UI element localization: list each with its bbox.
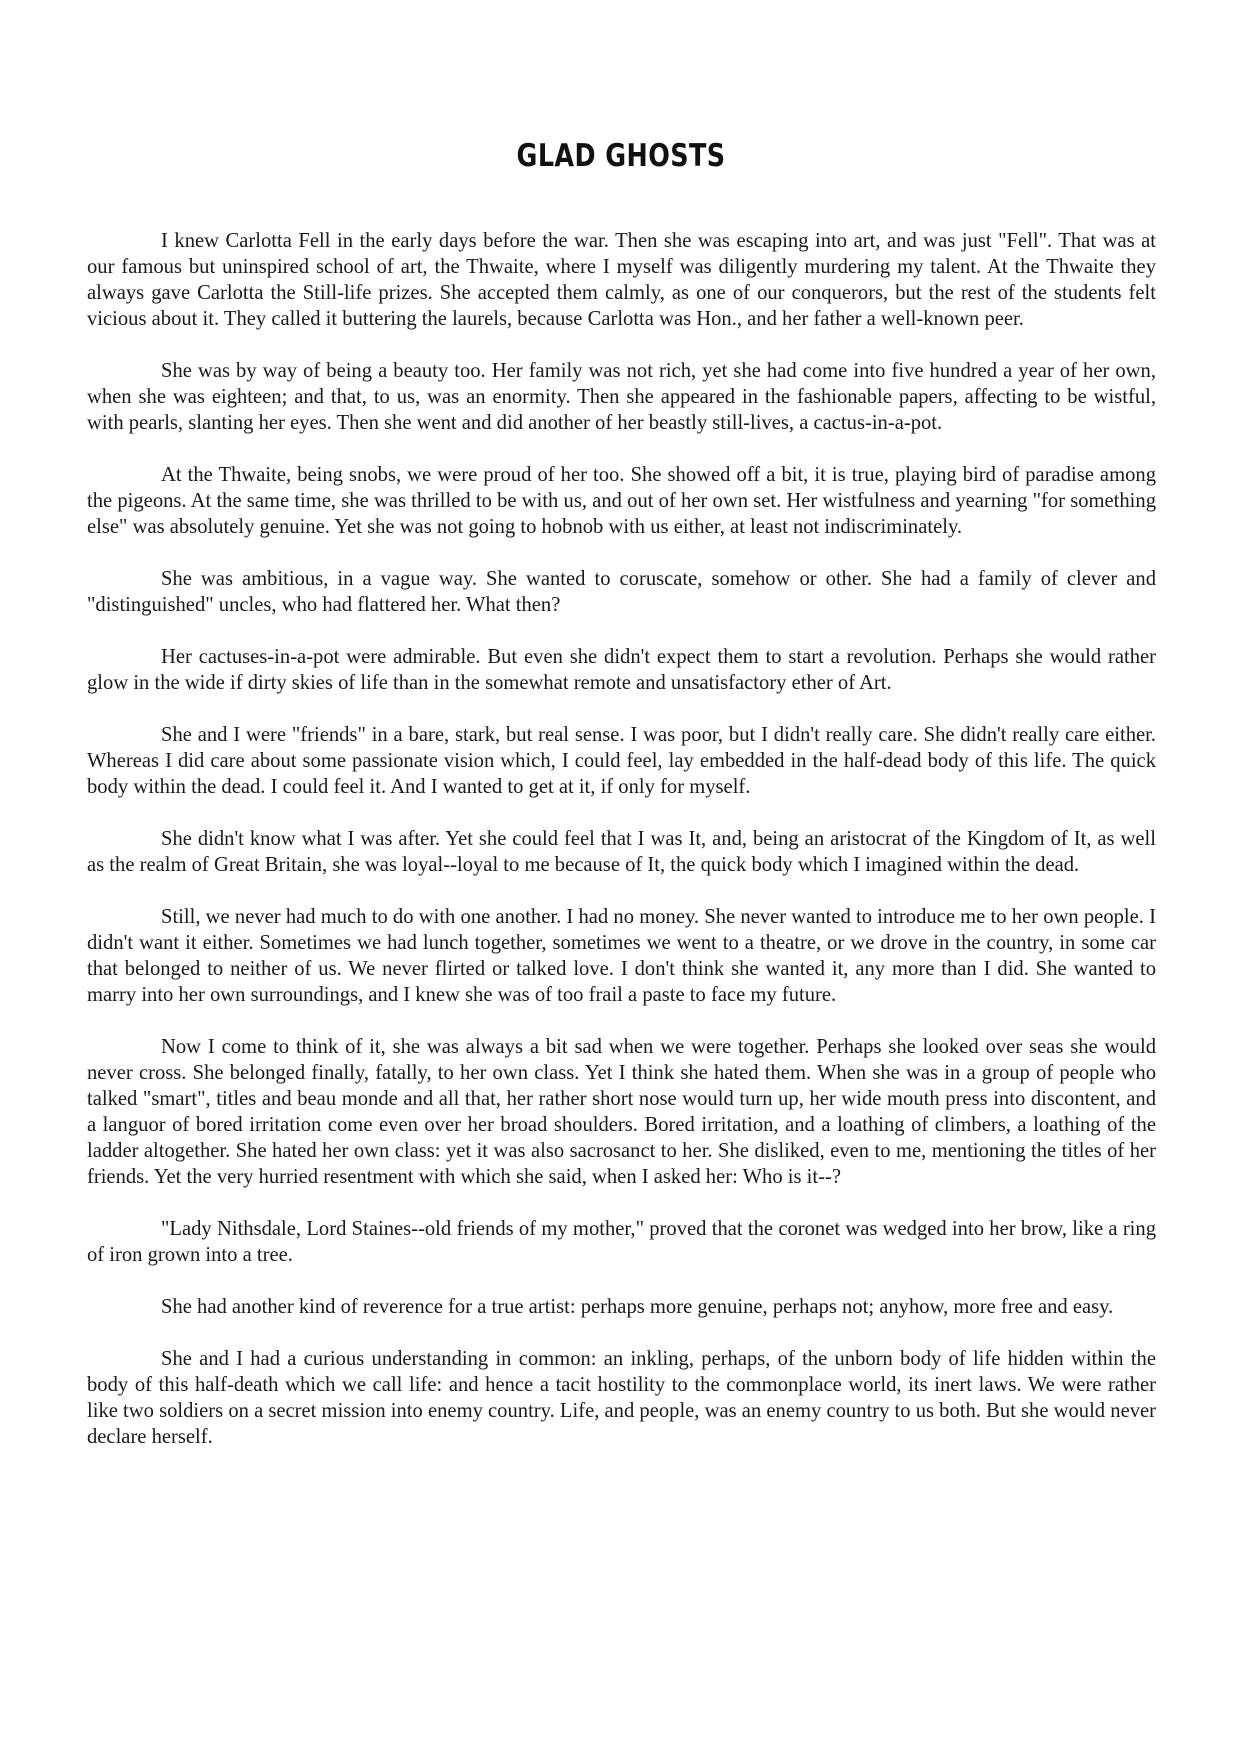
paragraph: "Lady Nithsdale, Lord Staines--old friends of my mother," proved that the coronet was wedged into her brow, like a ring of iron grown into a tree. — [87, 1218, 1156, 1266]
body-text — [87, 228, 1156, 1476]
paragraph: Still, we never had much to do with one another. I had no money. She never wanted to introduce me to her own people. I didn't want it either. Sometimes we had lunch together, sometimes we went to a theatre, or we drove in the country, in some car that belonged to neither of us. We never flirted or talked love. I don't think she wanted it, any more than I did. She wanted to marry into her own surroundings, and I knew she was of too frail a paste to face my future. — [87, 906, 1156, 1006]
paragraph: She was by way of being a beauty too. Her family was not rich, yet she had come into five hundred a year of her own, when she was eighteen; and that, to us, was an enormity. Then she appeared in the fashionable papers, affecting to be wistful, with pearls, slanting her eyes. Then she went and did another of her beastly still-lives, a cactus-in-a-pot. — [87, 360, 1156, 434]
paragraph: She had another kind of reverence for a true artist: perhaps more genuine, perhaps not; anyhow, more free and easy. — [161, 1296, 1114, 1318]
paragraph: She didn't know what I was after. Yet she could feel that I was It, and, being an aristocrat of the Kingdom of It, as well as the realm of Great Britain, she was loyal--loyal to me because of It, the quick body which I imagined within the dead. — [87, 828, 1156, 876]
paragraph: At the Thwaite, being snobs, we were proud of her too. She showed off a bit, it is true, playing bird of paradise among the pigeons. At the same time, she was thrilled to be with us, and out of her own set. Her wistfulness and yearning "for something else" was absolutely genuine. Yet she was not going to hobnob with us either, at least not indiscriminately. — [87, 464, 1156, 538]
page-title: GLAD GHOSTS — [516, 138, 726, 174]
paragraph: She and I had a curious understanding in common: an inkling, perhaps, of the unborn body of life hidden within the body of this half-death which we call life: and hence a tacit hostility to the commonplace world, its inert laws. We were rather like two soldiers on a secret mission into enemy country. Life, and people, was an enemy country to us both. But she would never declare herself. — [87, 1348, 1156, 1448]
paragraph: I knew Carlotta Fell in the early days before the war. Then she was escaping into art, and was just "Fell". That was at our famous but uninspired school of art, the Thwaite, where I myself was diligently murdering my talent. At the Thwaite they always gave Carlotta the Still-life prizes. She accepted them calmly, as one of our conquerors, but the rest of the students felt vicious about it. They called it buttering the laurels, because Carlotta was Hon., and her father a well-known peer. — [87, 230, 1156, 330]
paragraph: Her cactuses-in-a-pot were admirable. But even she didn't expect them to start a revolution. Perhaps she would rather glow in the wide if dirty skies of life than in the somewhat remote and unsatisfactory ether of Art. — [87, 646, 1156, 694]
paragraph: She and I were "friends" in a bare, stark, but real sense. I was poor, but I didn't really care. She didn't really care either. Whereas I did care about some passionate vision which, I could feel, lay embedded in the half-dead body of this life. The quick body within the dead. I could feel it. And I wanted to get at it, if only for myself. — [87, 724, 1156, 798]
paragraph: She was ambitious, in a vague way. She wanted to coruscate, somehow or other. She had a family of clever and "distinguished" uncles, who had flattered her. What then? — [87, 568, 1156, 616]
paragraph: Now I come to think of it, she was always a bit sad when we were together. Perhaps she looked over seas she would never cross. She belonged finally, fatally, to her own class. Yet I think she hated them. When she was in a group of people who talked "smart", titles and beau monde and all that, her rather short nose would turn up, her wide mouth press into discontent, and a languor of bored irritation come even over her broad shoulders. Bored irritation, and a loathing of climbers, a loathing of the ladder altogether. She hated her own class: yet it was also sacrosanct to her. She disliked, even to me, mentioning the titles of her friends. Yet the very hurried resentment with which she said, when I asked her: Who is it--? — [87, 1036, 1156, 1188]
